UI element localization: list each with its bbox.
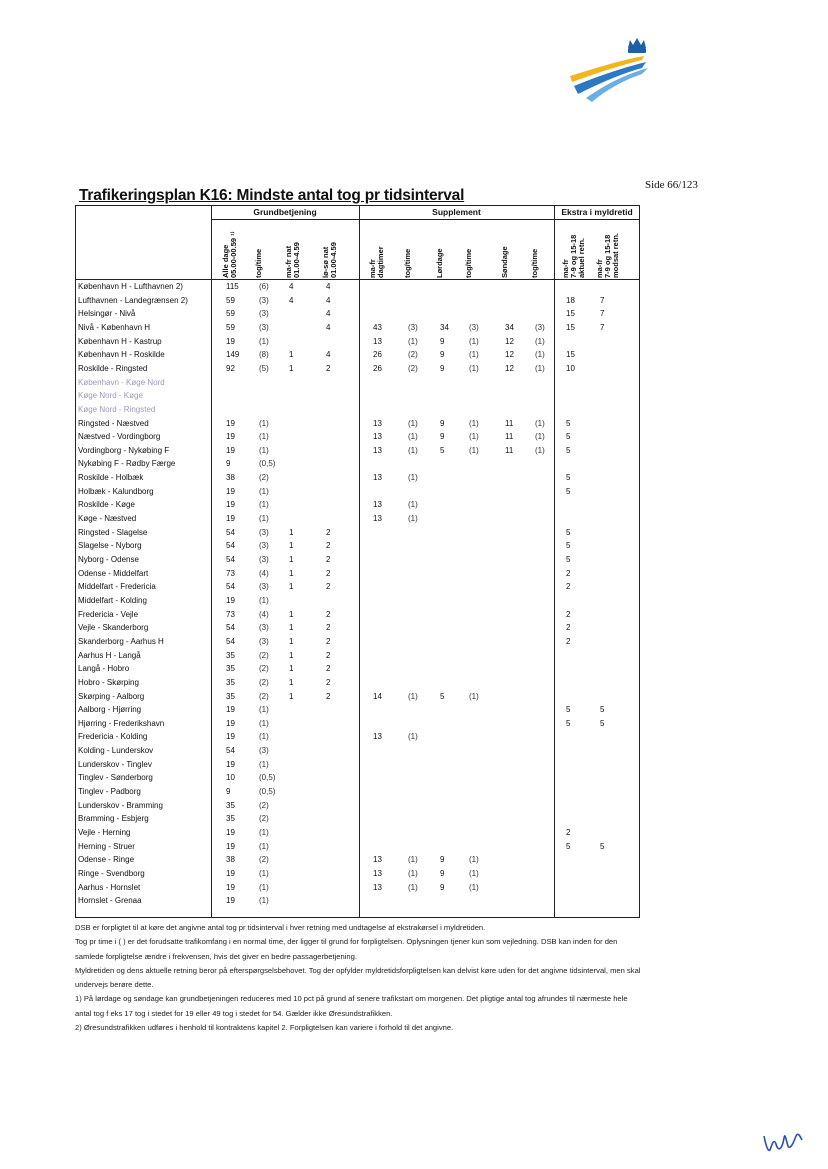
row-label: Aarhus H - Langå xyxy=(78,650,141,660)
row-label: Lunderskov - Tinglev xyxy=(78,759,152,769)
table-cell: 35 xyxy=(226,664,235,674)
table-cell: 19 xyxy=(226,595,235,605)
table-cell: 4 xyxy=(289,295,294,305)
table-cell: (3) xyxy=(259,295,269,305)
table-cell: (2) xyxy=(259,473,269,483)
table-cell: (1) xyxy=(408,336,418,346)
table-cell: (3) xyxy=(259,541,269,551)
row-label: København H - Roskilde xyxy=(78,350,165,360)
table-cell: (3) xyxy=(259,309,269,319)
table-cell: (1) xyxy=(259,868,269,878)
table-cell: 5 xyxy=(566,705,571,715)
table-cell: (1) xyxy=(535,350,545,360)
table-cell: (1) xyxy=(259,718,269,728)
table-cell: 13 xyxy=(373,514,382,524)
column-header: lø-sø nat 01.00-4.59 xyxy=(321,242,338,278)
table-cell: 19 xyxy=(226,705,235,715)
table-cell: (1) xyxy=(259,445,269,455)
table-cell: (1) xyxy=(259,500,269,510)
table-cell: 9 xyxy=(440,363,445,373)
group-supplement: Supplement xyxy=(432,207,481,217)
column-header: tog/time xyxy=(254,248,263,278)
table-cell: 9 xyxy=(440,882,445,892)
table-cell: 13 xyxy=(373,500,382,510)
row-label: Helsingør - Nivå xyxy=(78,309,136,319)
table-cell: 4 xyxy=(326,322,331,332)
table-cell: (3) xyxy=(259,636,269,646)
table-cell: 19 xyxy=(226,336,235,346)
row-label: Ringsted - Slagelse xyxy=(78,527,148,537)
table-cell: 35 xyxy=(226,677,235,687)
table-cell: (3) xyxy=(259,527,269,537)
table-cell: (2) xyxy=(259,800,269,810)
table-cell: 1 xyxy=(289,609,294,619)
table-cell: 5 xyxy=(566,527,571,537)
table-cell: 2 xyxy=(326,677,331,687)
table-cell: 149 xyxy=(226,350,240,360)
row-label: Aarhus - Hornslet xyxy=(78,882,141,892)
table-cell: 1 xyxy=(289,650,294,660)
page-title: Trafikeringsplan K16: Mindste antal tog pr tidsinterval xyxy=(79,187,465,204)
table-cell: 13 xyxy=(373,418,382,428)
table-cell: (3) xyxy=(259,582,269,592)
table-cell: 9 xyxy=(440,350,445,360)
table-cell: 5 xyxy=(566,555,571,564)
table-cell: (2) xyxy=(259,664,269,674)
row-label: Vordingborg - Nykøbing F xyxy=(78,445,170,455)
table-cell: 19 xyxy=(226,896,235,906)
table-cell: 10 xyxy=(566,363,575,373)
table-cell: (1) xyxy=(469,418,479,428)
table-cell: 1 xyxy=(289,691,294,701)
table-cell: 4 xyxy=(326,350,331,360)
row-label: København H - Lufthavnen 2) xyxy=(78,282,183,291)
row-label: Lunderskov - Bramming xyxy=(78,800,163,810)
row-label: Middelfart - Fredericia xyxy=(78,582,156,592)
table-cell: 1 xyxy=(289,582,294,592)
row-label: Ringe - Svendborg xyxy=(78,868,145,878)
table-cell: 19 xyxy=(226,432,235,442)
table-cell: 13 xyxy=(373,732,382,742)
table-cell: (3) xyxy=(259,623,269,633)
table-cell: 73 xyxy=(226,568,235,578)
table-cell: 5 xyxy=(440,691,445,701)
table-cell: (3) xyxy=(259,555,269,564)
table-cell: 73 xyxy=(226,609,235,619)
row-label: Kolding - Lunderskov xyxy=(78,746,154,756)
dsb-logo-icon xyxy=(566,38,662,102)
table-cell: 9 xyxy=(440,868,445,878)
table-cell: (4) xyxy=(259,568,269,578)
table-cell: 5 xyxy=(566,445,571,455)
table-cell: 10 xyxy=(226,773,235,783)
table-cell: 5 xyxy=(566,718,571,728)
table-cell: (1) xyxy=(535,363,545,373)
table-cell: 38 xyxy=(226,473,235,483)
table-cell: 13 xyxy=(373,868,382,878)
table-cell: 15 xyxy=(566,322,575,332)
table-cell: 9 xyxy=(440,418,445,428)
table-cell: 18 xyxy=(566,295,575,305)
page-number: Side 66/123 xyxy=(645,179,698,191)
row-label: Holbæk - Kalundborg xyxy=(78,486,154,496)
table-cell: 54 xyxy=(226,555,235,564)
column-header: ma-fr nat 01.00-4.59 xyxy=(284,242,301,278)
table-cell: 59 xyxy=(226,295,235,305)
table-cell: 5 xyxy=(600,718,605,728)
row-label: Bramming - Esbjerg xyxy=(78,814,149,824)
table-cell: 5 xyxy=(600,841,605,851)
table-cell: 5 xyxy=(566,418,571,428)
row-label: Tinglev - Padborg xyxy=(78,787,141,797)
table-cell: 35 xyxy=(226,800,235,810)
column-header: tog/time xyxy=(530,248,539,278)
row-label: Skanderborg - Aarhus H xyxy=(78,636,164,646)
table-cell: 14 xyxy=(373,691,382,701)
table-cell: (1) xyxy=(469,363,479,373)
row-label: Odense - Middelfart xyxy=(78,568,149,578)
table-cell: (1) xyxy=(408,691,418,701)
table-cell: 59 xyxy=(226,322,235,332)
table-cell: (1) xyxy=(408,514,418,524)
table-cell: 5 xyxy=(440,445,445,455)
table-cell: 13 xyxy=(373,855,382,865)
table-cell: 4 xyxy=(326,282,331,291)
table-cell: (2) xyxy=(408,350,418,360)
table-cell: 38 xyxy=(226,855,235,865)
table-cell: 2 xyxy=(326,623,331,633)
table-cell: (2) xyxy=(259,650,269,660)
table-cell: (1) xyxy=(259,732,269,742)
table-cell: 12 xyxy=(505,336,514,346)
table-cell: (1) xyxy=(469,691,479,701)
table-cell: (1) xyxy=(259,828,269,837)
table-cell: 19 xyxy=(226,514,235,524)
table-cell: (3) xyxy=(469,322,479,332)
table-cell: 5 xyxy=(566,841,571,851)
table-cell: 1 xyxy=(289,677,294,687)
table-cell: (4) xyxy=(259,609,269,619)
table-cell: 2 xyxy=(326,541,331,551)
table-cell: (1) xyxy=(259,705,269,715)
table-cell: 2 xyxy=(326,664,331,674)
note-5: 2) Øresundstrafikken udføres i henhold til kontraktens kapitel 2. Forpligtelsen kan variere i forhold til det angivne. xyxy=(75,1023,454,1033)
table-cell: (1) xyxy=(408,473,418,483)
table-cell: 2 xyxy=(326,650,331,660)
table-cell: (1) xyxy=(469,445,479,455)
note-1: DSB er forpligtet til at køre det angivne antal tog pr tidsinterval i hver retning med undtagelse af ekstrakørsel i myldretiden. xyxy=(75,923,486,932)
footnotes xyxy=(75,921,645,1035)
table-cell: (1) xyxy=(259,486,269,496)
table-cell: (1) xyxy=(408,882,418,892)
table-cell: (2) xyxy=(259,677,269,687)
table-cell: 9 xyxy=(226,787,231,797)
table-cell: 11 xyxy=(505,445,514,455)
table-cell: 19 xyxy=(226,418,235,428)
table-cell: 54 xyxy=(226,636,235,646)
table-cell: (1) xyxy=(469,882,479,892)
table-cell: (1) xyxy=(535,418,545,428)
table-cell: (0,5) xyxy=(259,459,276,469)
table-cell: 43 xyxy=(373,322,382,332)
table-cell: 1 xyxy=(289,350,294,360)
table-cell: 2 xyxy=(566,582,571,592)
column-header: Lørdage xyxy=(435,248,444,278)
table-cell: 5 xyxy=(566,486,571,496)
row-label: Lufthavnen - Landegrænsen 2) xyxy=(78,295,188,305)
table-cell: (1) xyxy=(469,855,479,865)
table-cell: 26 xyxy=(373,363,382,373)
table-cell: 1 xyxy=(289,527,294,537)
table-cell: (1) xyxy=(259,759,269,769)
row-label: Fredericia - Vejle xyxy=(78,609,139,619)
table-cell: 19 xyxy=(226,882,235,892)
table-cell: (1) xyxy=(259,514,269,524)
table-cell: 9 xyxy=(440,336,445,346)
table-cell: (1) xyxy=(408,432,418,442)
table-cell: (1) xyxy=(535,445,545,455)
table-cell: 34 xyxy=(440,322,449,332)
table-cell: (2) xyxy=(259,691,269,701)
table-cell: 4 xyxy=(326,309,331,319)
table-cell: 13 xyxy=(373,336,382,346)
table-cell: (3) xyxy=(535,322,545,332)
table-cell: 35 xyxy=(226,650,235,660)
table-cell: 11 xyxy=(505,432,514,442)
row-label: Tinglev - Sønderborg xyxy=(78,773,153,783)
column-header: Søndage xyxy=(500,246,509,278)
table-cell: 54 xyxy=(226,527,235,537)
note-2: Tog pr time i ( ) er det forudsatte trafikomfang i en normal time, der ligger til grund for forpligtelsen. Oplysningen tjener kun som vejledning. DSB kan inden for den samlede forpligtelse ændre i frekvensen, hvis det giver en bedre passagerbetjening. xyxy=(75,937,618,961)
table-cell: (8) xyxy=(259,350,269,360)
row-label: Roskilde - Ringsted xyxy=(78,363,148,373)
table-cell: (1) xyxy=(535,432,545,442)
table-cell: 2 xyxy=(326,568,331,578)
table-cell: 19 xyxy=(226,500,235,510)
table-cell: 12 xyxy=(505,350,514,360)
table-cell: 19 xyxy=(226,445,235,455)
column-header: ma-fr 7-9 og 15-18 modsat retn. xyxy=(595,232,620,278)
table-cell: 2 xyxy=(326,691,331,701)
table-cell: 5 xyxy=(566,473,571,483)
row-label: Næstved - Vordingborg xyxy=(78,432,161,442)
table-cell: (3) xyxy=(408,322,418,332)
row-label: Fredericia - Kolding xyxy=(78,732,148,742)
table-cell: 34 xyxy=(505,322,514,332)
table-cell: 54 xyxy=(226,623,235,633)
table-cell: 35 xyxy=(226,814,235,824)
row-label: Herning - Struer xyxy=(78,841,135,851)
row-label: Køge Nord - Ringsted xyxy=(78,404,156,414)
table-cell: 9 xyxy=(226,459,231,469)
table-cell: (1) xyxy=(469,336,479,346)
table-cell: 1 xyxy=(289,568,294,578)
table-cell: 2 xyxy=(326,555,331,564)
row-label: Middelfart - Kolding xyxy=(78,595,147,605)
table-cell: 54 xyxy=(226,541,235,551)
table-cell: 19 xyxy=(226,732,235,742)
table-cell: (2) xyxy=(408,363,418,373)
table-cell: (1) xyxy=(408,732,418,742)
table-cell: 11 xyxy=(505,418,514,428)
row-label: Roskilde - Holbæk xyxy=(78,473,144,483)
train-table xyxy=(75,205,640,918)
group-ekstra: Ekstra i myldretid xyxy=(561,207,633,217)
table-cell: (1) xyxy=(259,841,269,851)
table-cell: 13 xyxy=(373,882,382,892)
row-label: København - Køge Nord xyxy=(78,377,165,387)
row-label: Roskilde - Køge xyxy=(78,500,135,510)
table-cell: (1) xyxy=(259,432,269,442)
table-cell: (1) xyxy=(408,868,418,878)
table-cell: (1) xyxy=(469,350,479,360)
row-label: København H - Kastrup xyxy=(78,336,162,346)
table-cell: 2 xyxy=(566,636,571,646)
table-cell: 54 xyxy=(226,746,235,756)
table-cell: 7 xyxy=(600,295,605,305)
table-cell: 2 xyxy=(566,828,571,837)
table-cell: (1) xyxy=(408,445,418,455)
group-grundbetjening: Grundbetjening xyxy=(253,207,317,217)
table-cell: 2 xyxy=(326,363,331,373)
table-cell: 5 xyxy=(566,541,571,551)
table-cell: 7 xyxy=(600,309,605,319)
table-cell: (1) xyxy=(259,595,269,605)
table-cell: 15 xyxy=(566,350,575,360)
table-cell: (3) xyxy=(259,322,269,332)
table-cell: (1) xyxy=(259,418,269,428)
table-cell: 1 xyxy=(289,541,294,551)
table-cell: (6) xyxy=(259,282,269,291)
table-cell: 13 xyxy=(373,432,382,442)
row-label: Skørping - Aalborg xyxy=(78,691,145,701)
table-cell: 9 xyxy=(440,855,445,865)
row-label: Nykøbing F - Rødby Færge xyxy=(78,459,176,469)
row-label: Langå - Hobro xyxy=(78,664,130,674)
table-cell: 19 xyxy=(226,486,235,496)
row-label: Aalborg - Hjørring xyxy=(78,705,142,715)
table-cell: 19 xyxy=(226,828,235,837)
table-cell: 2 xyxy=(326,527,331,537)
row-label: Slagelse - Nyborg xyxy=(78,541,142,551)
note-4: 1) På lørdage og søndage kan grundbetjeningen reduceres med 10 pct på grund af senere trafikstart om morgenen. Det pligtige antal tog afrundes til nærmeste hele antal tog f eks 17 tog i stedet for 19 eller 49 tog i stedet for 54. Gælder ikke Øresundstrafikken. xyxy=(75,994,628,1018)
table-cell: (0,5) xyxy=(259,773,276,783)
table-cell: (1) xyxy=(408,500,418,510)
row-label: Nyborg - Odense xyxy=(78,555,139,564)
table-cell: 35 xyxy=(226,691,235,701)
table-cell: 5 xyxy=(600,705,605,715)
table-cell: 59 xyxy=(226,309,235,319)
table-cell: (3) xyxy=(259,746,269,756)
row-label: Odense - Ringe xyxy=(78,855,135,865)
table-cell: (1) xyxy=(259,896,269,906)
table-cell: 19 xyxy=(226,759,235,769)
table-cell: (1) xyxy=(408,855,418,865)
table-cell: (1) xyxy=(259,882,269,892)
row-label: Køge Nord - Køge xyxy=(78,391,143,401)
table-cell: 4 xyxy=(326,295,331,305)
column-header: tog/time xyxy=(403,248,412,278)
table-cell: 15 xyxy=(566,309,575,319)
table-cell: (1) xyxy=(469,868,479,878)
column-header: tog/time xyxy=(464,248,473,278)
table-cell: 92 xyxy=(226,363,235,373)
column-header: ma-fr 7-9 og 15-18 aktuel retn. xyxy=(561,234,586,278)
table-cell: 13 xyxy=(373,473,382,483)
table-cell: (1) xyxy=(408,418,418,428)
table-cell: 2 xyxy=(566,609,571,619)
row-label: Hjørring - Frederikshavn xyxy=(78,718,165,728)
table-cell: (5) xyxy=(259,363,269,373)
table-cell: 2 xyxy=(326,582,331,592)
signature-icon xyxy=(760,1120,806,1158)
table-cell: 2 xyxy=(326,636,331,646)
column-header: ma-fr dagtimer xyxy=(368,246,385,278)
table-cell: 9 xyxy=(440,432,445,442)
table-cell: 2 xyxy=(566,568,571,578)
table-cell: (1) xyxy=(259,336,269,346)
row-label: Hornslet - Grenaa xyxy=(78,896,142,906)
table-cell: 26 xyxy=(373,350,382,360)
table-cell: 12 xyxy=(505,363,514,373)
table-cell: 19 xyxy=(226,718,235,728)
table-cell: 54 xyxy=(226,582,235,592)
table-cell: 19 xyxy=(226,841,235,851)
row-label: Nivå - København H xyxy=(78,322,151,332)
table-cell: 1 xyxy=(289,623,294,633)
column-header: Alle dage 05.00-00.59 ¹⁾ xyxy=(221,231,238,278)
table-cell: (0,5) xyxy=(259,787,276,797)
table-cell: (2) xyxy=(259,814,269,824)
table-cell: 4 xyxy=(289,282,294,291)
note-3: Myldretiden og dens aktuelle retning beror på efterspørgselsbehovet. Tog der opfylder myldretidsforpligtelsen kan delvist køre uden for det angivne tidsinterval, men skal undervejs berøre dette. xyxy=(75,965,641,990)
table-cell: 1 xyxy=(289,363,294,373)
table-cell: 13 xyxy=(373,445,382,455)
table-cell: (1) xyxy=(535,336,545,346)
table-cell: 2 xyxy=(566,623,571,633)
table-cell: 115 xyxy=(226,282,239,291)
table-cell: (1) xyxy=(469,432,479,442)
table-cell: 5 xyxy=(566,432,571,442)
table-cell: 19 xyxy=(226,868,235,878)
row-label: Hobro - Skørping xyxy=(78,677,139,687)
table-cell: 2 xyxy=(326,609,331,619)
row-label: Vejle - Skanderborg xyxy=(78,623,149,633)
table-cell: 1 xyxy=(289,664,294,674)
table-cell: 7 xyxy=(600,322,605,332)
row-label: Køge - Næstved xyxy=(78,514,137,524)
table-cell: (2) xyxy=(259,855,269,865)
row-label: Ringsted - Næstved xyxy=(78,418,149,428)
row-label: Vejle - Herning xyxy=(78,828,131,837)
table-cell: 1 xyxy=(289,555,294,564)
table-cell: 1 xyxy=(289,636,294,646)
